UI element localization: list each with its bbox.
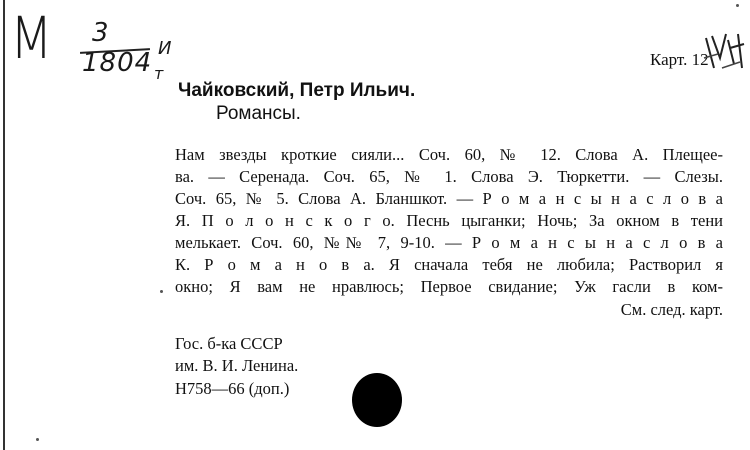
- body-line: Я. П о л о н с к о г о. Песнь цыганки; Ночь; За окном в тени: [175, 211, 723, 230]
- card-left-edge: [3, 0, 5, 450]
- library-name-line: им. В. И. Ленина.: [175, 356, 299, 375]
- shelfmark-denominator: 1804: [82, 48, 153, 78]
- author-heading: Чайковский, Петр Ильич.: [178, 80, 416, 101]
- handwritten-shelfmark: [6, 4, 196, 94]
- body-line: Соч. 65, № 5. Слова А. Бланшкот. — Р о м а н с ы н а с л о в а: [175, 189, 723, 208]
- speck: [736, 4, 739, 7]
- library-name-line: Гос. б-ка СССР: [175, 334, 283, 353]
- punched-hole: [352, 373, 402, 427]
- shelfmark-numerator: 3: [92, 18, 109, 48]
- body-line: Нам звезды кроткие сияли... Соч. 60, № 12. Слова А. Плещее-: [175, 145, 723, 164]
- continuation-note: См. след. карт.: [620, 300, 723, 319]
- speck: [160, 290, 163, 293]
- library-code-line: Н758—66 (доп.): [175, 379, 290, 398]
- shelfmark-letter: М: [10, 4, 53, 72]
- handwritten-stamp-mark: [700, 28, 748, 74]
- card-number: Карт. 12: [650, 50, 709, 69]
- shelfmark-mark-lower: т: [154, 64, 164, 83]
- speck: [36, 438, 39, 441]
- body-line: К. Р о м а н о в а. Я сначала тебя не любила; Растворил я: [175, 255, 723, 274]
- body-line: ва. — Серенада. Соч. 65, № 1. Слова Э. Тюркетти. — Слезы.: [175, 167, 723, 186]
- title-heading: Романсы.: [216, 103, 301, 124]
- body-line: мелькает. Соч. 60, №№ 7, 9-10. — Р о м а н с ы н а с л о в а: [175, 233, 723, 252]
- body-line: окно; Я вам не нравлюсь; Первое свидание; Уж гасли в ком-: [175, 277, 723, 296]
- shelfmark-mark-upper: И: [158, 38, 172, 59]
